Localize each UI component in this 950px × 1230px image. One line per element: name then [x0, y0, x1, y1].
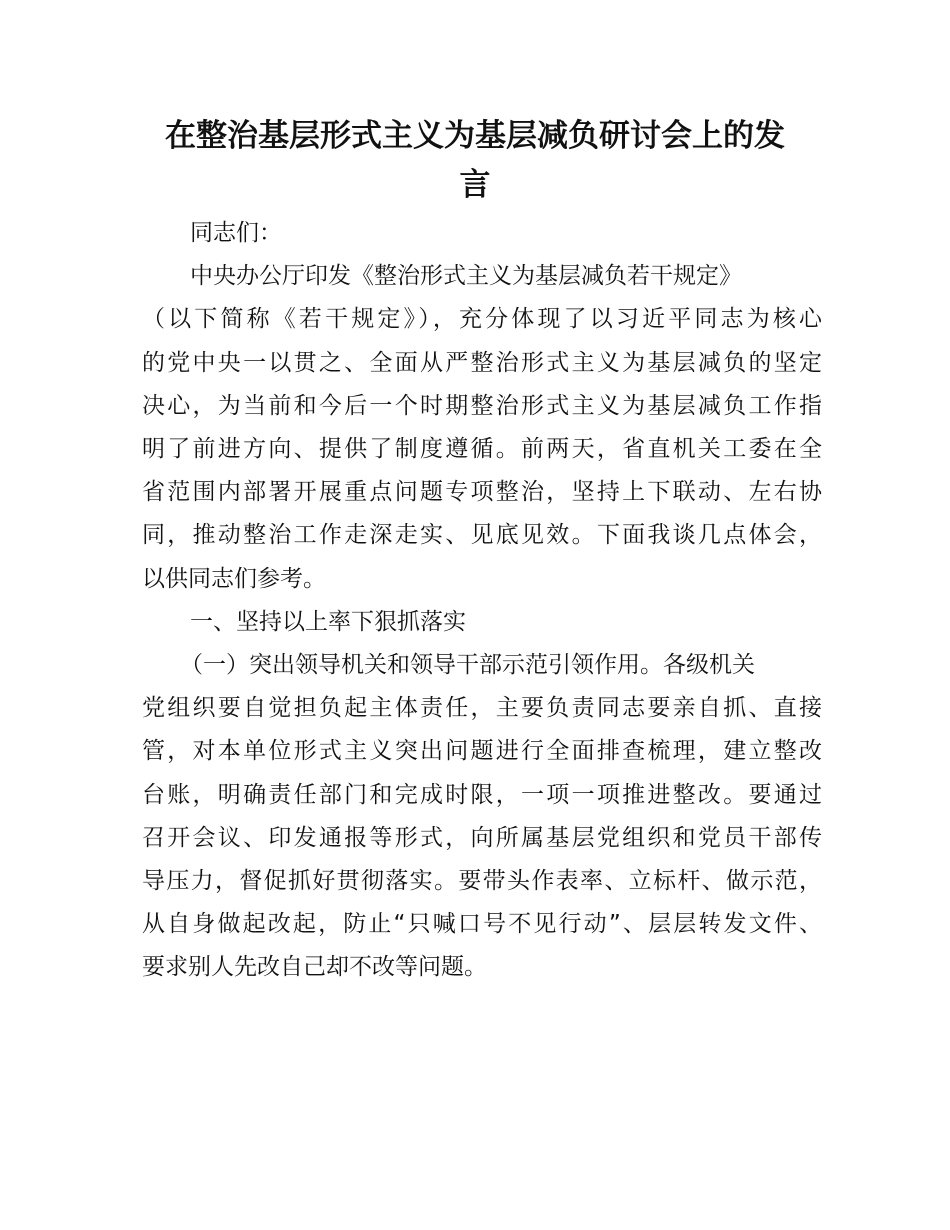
paragraph-1-line-1: 中央办公厅印发《整治形式主义为基层减负若干规定》	[190, 263, 742, 290]
paragraph-2-line-3: 管，对本单位形式主义突出问题进行全面排查梳理，建立整改	[142, 738, 822, 765]
section-1-heading-paragraph	[142, 601, 822, 644]
paragraph-1-line-6: 省范围内部署开展重点问题专项整治，坚持上下联动、左右协	[142, 479, 822, 506]
paragraph-2-line-7: 从自身做起改起，防止“只喊口号不见行动”、层层转发文件、	[142, 911, 822, 938]
title-line-1: 在整治基层形式主义为基层减负研讨会上的发	[165, 118, 785, 154]
section-1-heading: 一、坚持以上率下狠抓落实	[190, 608, 466, 635]
paragraph-2	[142, 644, 822, 990]
paragraph-2-line-2: 党组织要自觉担负起主体责任，主要负责同志要亲自抓、直接	[142, 695, 822, 722]
paragraph-1-line-8: 以供同志们参考。	[142, 565, 326, 592]
paragraph-1-line-2: （以下简称《若干规定》），充分体现了以习近平同志为核心	[142, 306, 822, 333]
paragraph-1-line-3: 的党中央一以贯之、全面从严整治形式主义为基层减负的坚定	[142, 349, 822, 376]
paragraph-1-line-5: 明了前进方向、提供了制度遵循。前两天，省直机关工委在全	[142, 436, 822, 463]
paragraph-2-line-4: 台账，明确责任部门和完成时限，一项一项推进整改。要通过	[142, 781, 822, 808]
paragraph-2-line-5: 召开会议、印发通报等形式，向所属基层党组织和党员干部传	[142, 824, 822, 851]
paragraph-1-line-7: 同，推动整治工作走深走实、见底见效。下面我谈几点体会，	[142, 522, 822, 549]
document-body	[142, 212, 822, 990]
paragraph-1	[142, 255, 822, 601]
salutation-paragraph	[142, 212, 822, 255]
paragraph-1-line-4: 决心，为当前和今后一个时期整治形式主义为基层减负工作指	[142, 392, 822, 419]
paragraph-2-line-8: 要求别人先改自己却不改等问题。	[142, 954, 487, 981]
paragraph-2-line-1: （一）突出领导机关和领导干部示范引领作用。各级机关	[180, 652, 755, 679]
title-line-2: 言	[459, 167, 491, 203]
document-title	[130, 112, 820, 210]
salutation: 同志们：	[190, 220, 282, 246]
paragraph-2-line-6: 导压力，督促抓好贯彻落实。要带头作表率、立标杆、做示范，	[142, 868, 822, 895]
